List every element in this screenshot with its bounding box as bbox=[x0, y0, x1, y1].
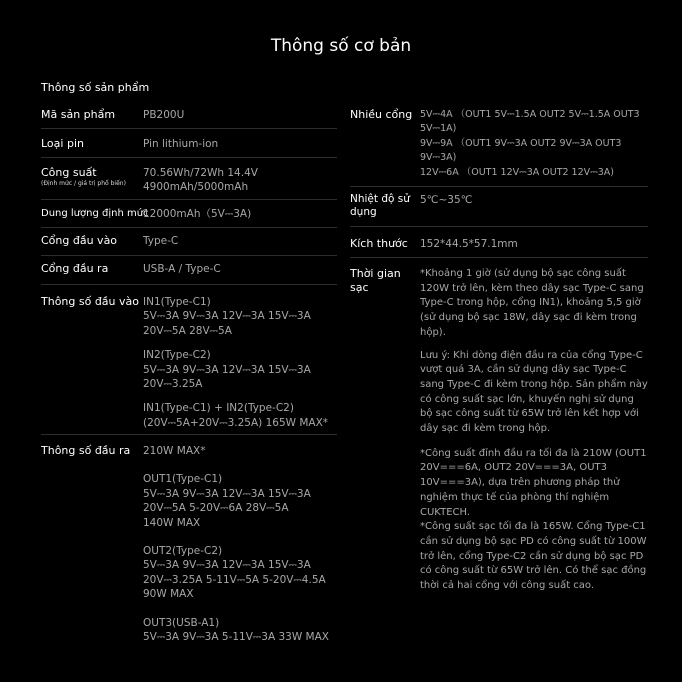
spec-label-group bbox=[41, 166, 143, 199]
spec-value: OUT2(Type-C2) 5V⎓3A 9V⎓3A 12V⎓3A 15V⎓3A 20V⎓3.25A 5-11V⎓5A 5-20V⎓4.5A 90W MAX bbox=[143, 545, 326, 601]
page-title: Thông số cơ bản bbox=[270, 36, 412, 56]
spec-table-left bbox=[41, 100, 337, 644]
spec-value: Type-C bbox=[143, 235, 179, 247]
spec-label: Thông số đầu vào bbox=[41, 295, 140, 308]
spec-row-temperature bbox=[350, 187, 648, 227]
spec-row-power bbox=[41, 158, 337, 200]
spec-row-output-port bbox=[41, 256, 337, 285]
spec-label: Nhiệt độ sử dụng bbox=[350, 193, 410, 218]
spec-row-multi-port bbox=[350, 100, 648, 187]
spec-note: *Khoảng 1 giờ (sử dụng bộ sạc công suất 120W trở lên, kèm theo dây sạc Type-C sang Type-C trong hộp, cổng IN1), khoảng 5,5 giờ (sử dụng bộ sạc 18W, dây sạc đi kèm trong hộp). bbox=[420, 268, 644, 338]
spec-row-input-port bbox=[41, 228, 337, 256]
spec-value-group bbox=[420, 267, 648, 594]
spec-row-battery bbox=[41, 129, 337, 158]
spec-label: Cổng đầu vào bbox=[41, 234, 118, 247]
spec-value: OUT1(Type-C1) 5V⎓3A 9V⎓3A 12V⎓3A 15V⎓3A 20V⎓5A 5-20V⎓6A 28V⎓5A 140W MAX bbox=[143, 473, 311, 529]
spec-note: Lưu ý: Khi dòng điện đầu ra của cổng Type-C vượt quá 3A, cần sử dụng dây sạc Type-C sang Type-C đi kèm trong hộp. Sản phẩm này có công suất sạc lớn, khuyến nghị sử dụng bộ sạc công suất từ 65W trở lên kết hợp với dây sạc đi kèm trong hộp. bbox=[420, 349, 648, 435]
spec-note: *Công suất đỉnh đầu ra tối đa là 210W (OUT1 20V===6A, OUT2 20V===3A, OUT3 10V===3A), dựa trên phương pháp thử nghiệm thực tế của phòng thí nghiệm CUKTECH. *Công suất sạc tối đa là 165W. Cổng Type-C1 cần sử dụng bộ sạc PD có công suất từ 100W trở lên, cổng Type-C2 cần sử dụng bộ sạc PD có công suất từ 65W trở lên. Có thể sạc đồng thời cả hai cổng với công suất cao. bbox=[420, 447, 647, 592]
spec-value: 70.56Wh/72Wh 14.4V 4900mAh/5000mAh bbox=[143, 167, 258, 194]
spec-sublabel: (Định mức / giá trị phổ biến) bbox=[41, 180, 126, 187]
spec-label: Công suất bbox=[41, 166, 97, 179]
spec-row-input-spec bbox=[41, 285, 337, 435]
spec-value: 5V⎓4A （OUT1 5V⎓1.5A OUT2 5V⎓1.5A OUT3 5V⎓1A) 9V⎓9A （OUT1 9V⎓3A OUT2 9V⎓3A OUT3 9V⎓3A) 12V⎓6A （OUT1 12V⎓3A OUT2 12V⎓3A) bbox=[420, 109, 640, 178]
spec-value-group bbox=[143, 295, 337, 434]
spec-label: Dung lượng định mức bbox=[41, 208, 149, 219]
spec-value-group bbox=[143, 444, 337, 644]
spec-value: USB-A / Type-C bbox=[143, 263, 221, 275]
spec-table-right bbox=[350, 100, 648, 594]
spec-label: Kích thước bbox=[350, 237, 408, 250]
spec-label: Thông số đầu ra bbox=[41, 444, 131, 457]
spec-label: Cổng đầu ra bbox=[41, 262, 109, 275]
spec-row-size bbox=[350, 227, 648, 258]
spec-value: IN2(Type-C2) 5V⎓3A 9V⎓3A 12V⎓3A 15V⎓3A 20V⎓3.25A bbox=[143, 349, 311, 391]
spec-value: 5℃~35℃ bbox=[420, 194, 473, 206]
spec-row-capacity bbox=[41, 200, 337, 228]
spec-value: OUT3(USB-A1) 5V⎓3A 9V⎓3A 5-11V⎓3A 33W MAX bbox=[143, 616, 329, 644]
spec-value: PB200U bbox=[143, 109, 185, 121]
spec-label: Nhiều cổng bbox=[350, 108, 413, 121]
spec-label: Mã sản phẩm bbox=[41, 108, 116, 121]
spec-label: Loại pin bbox=[41, 137, 84, 150]
spec-value: 12000mAh（5V⎓3A) bbox=[143, 208, 252, 220]
spec-row-model bbox=[41, 100, 337, 129]
section-heading: Thông số sản phẩm bbox=[41, 81, 150, 94]
spec-label: Thời gian sạc bbox=[350, 267, 401, 294]
spec-value: 210W MAX* bbox=[143, 445, 206, 457]
spec-row-output-spec bbox=[41, 435, 337, 644]
spec-value: Pin lithium-ion bbox=[143, 138, 219, 150]
spec-value: IN1(Type-C1) + IN2(Type-C2) (20V⎓5A+20V⎓3.25A) 165W MAX* bbox=[143, 402, 329, 429]
spec-value: IN1(Type-C1) 5V⎓3A 9V⎓3A 12V⎓3A 15V⎓3A 20V⎓5A 28V⎓5A bbox=[143, 296, 311, 337]
spec-value: 152*44.5*57.1mm bbox=[420, 238, 518, 250]
spec-row-charge-time bbox=[350, 258, 648, 594]
